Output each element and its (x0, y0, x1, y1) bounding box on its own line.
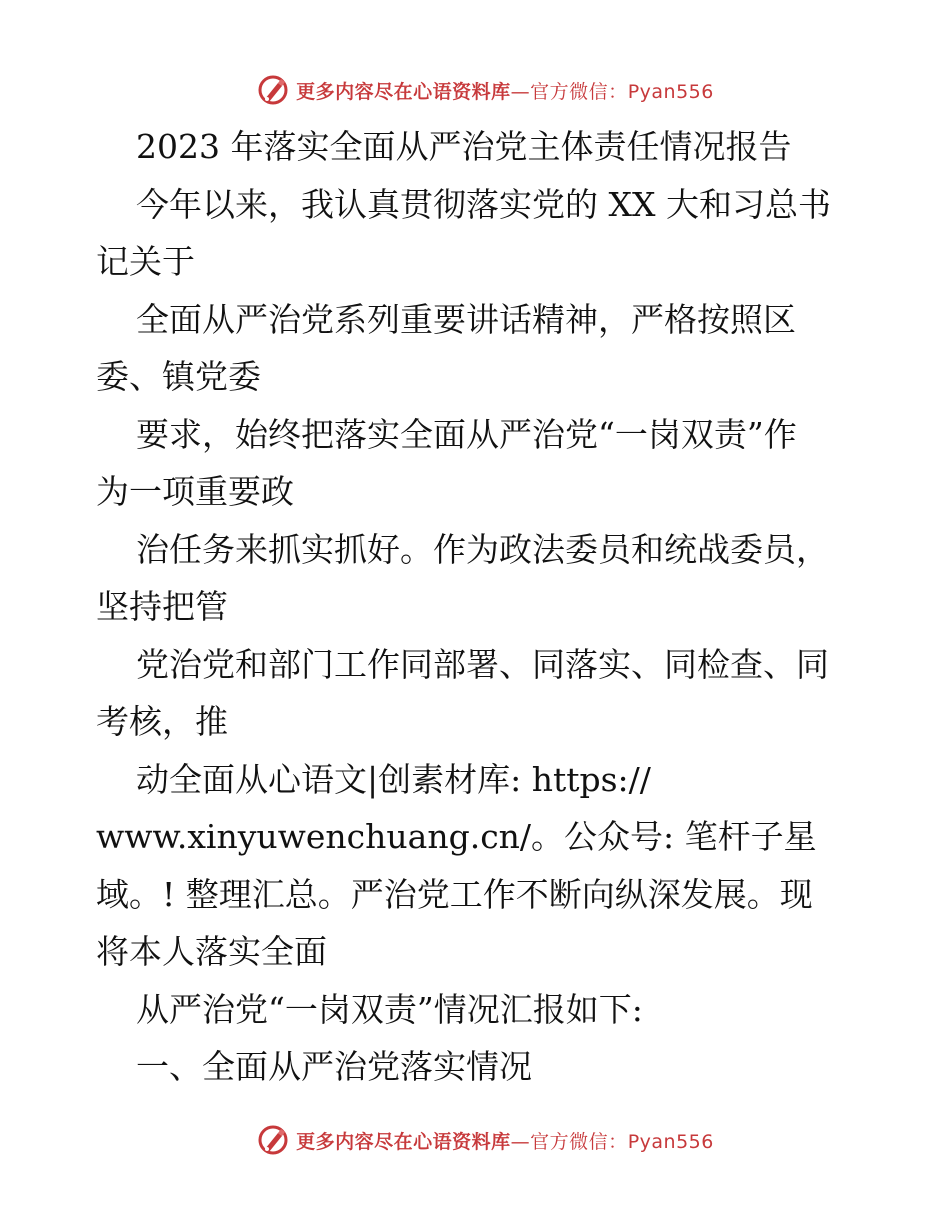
footer-banner-inner (256, 1123, 714, 1157)
banner-wechat-label: 官方微信： (530, 1130, 628, 1153)
document-body (96, 118, 866, 1096)
doc-line: 全面从严治党系列重要讲话精神，严格按照区 (136, 299, 796, 339)
banner-wechat-handle: Pyan556 (627, 80, 714, 103)
banner-wechat-handle: Pyan556 (627, 1130, 714, 1153)
banner-title: 更多内容尽在心语资料库 (296, 1130, 511, 1153)
banner-dash: — (510, 80, 531, 103)
doc-line: 今年以来，我认真贯彻落实党的 XX 大和习总书 (136, 184, 831, 224)
doc-line: 党治党和部门工作同部署、同落实、同检查、同 (136, 644, 829, 684)
doc-line: 要求，始终把落实全面从严治党“一岗双责”作 (136, 414, 797, 454)
doc-line: 将本人落实全面 (96, 932, 327, 971)
doc-line: www.xinyuwenchuang.cn/。公众号: 笔杆子星 (96, 817, 817, 856)
doc-line: 治任务来抓实抓好。作为政法委员和统战委员， (136, 529, 829, 569)
banner-title: 更多内容尽在心语资料库 (296, 80, 511, 103)
doc-line: 域。! 整理汇总。严治党工作不断向纵深发展。现 (96, 874, 813, 914)
banner-text-group (296, 77, 714, 104)
banner-dash: — (510, 1130, 531, 1153)
doc-line: 从严治党“一岗双责”情况汇报如下: (136, 989, 643, 1029)
doc-line: 2023 年落实全面从严治党主体责任情况报告 (136, 127, 792, 166)
header-banner (0, 70, 950, 110)
pen-logo-icon (256, 73, 290, 107)
doc-line: 动全面从心语文|创素材库: https:// (136, 759, 651, 799)
header-banner-inner (256, 73, 714, 107)
doc-line: 委、镇党委 (96, 357, 261, 396)
banner-text-group (296, 1127, 714, 1154)
banner-wechat-label: 官方微信： (530, 80, 628, 103)
doc-line: 记关于 (96, 242, 195, 281)
doc-line: 考核，推 (96, 702, 228, 741)
doc-line: 坚持把管 (96, 587, 228, 626)
doc-line: 一、全面从严治党落实情况 (136, 1047, 532, 1086)
pen-logo-icon (256, 1123, 290, 1157)
doc-line: 为一项重要政 (96, 472, 294, 511)
footer-banner (0, 1120, 950, 1160)
